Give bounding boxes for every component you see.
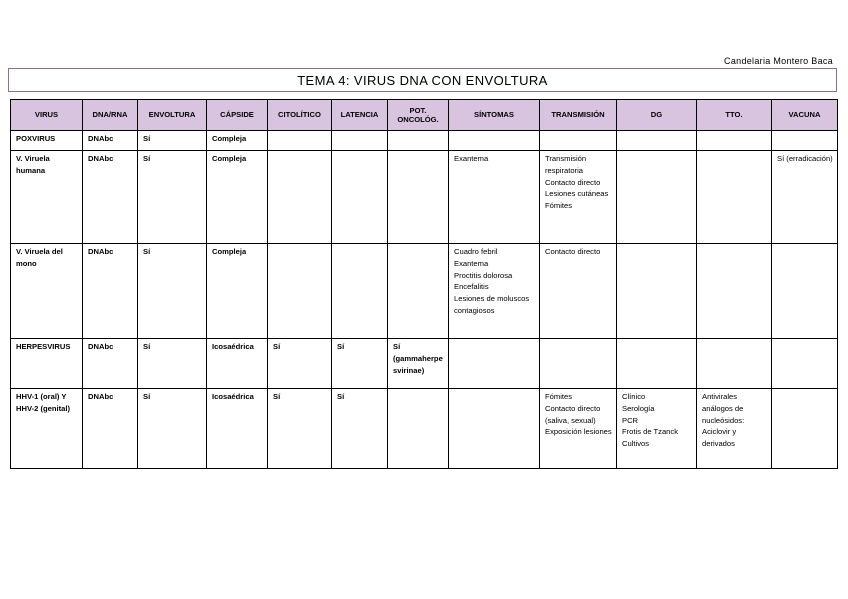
sintoma-item: Lesiones de moluscos contagiosos bbox=[454, 294, 530, 315]
tto-item: Antivirales análogos de nucleósidos: Aciclovir y derivados bbox=[702, 392, 745, 449]
envoltura-cell: Sí bbox=[138, 339, 207, 389]
column-header: DG bbox=[617, 100, 697, 131]
pot-oncologico-cell bbox=[388, 131, 449, 151]
capside-cell: Icosaédrica bbox=[207, 339, 268, 389]
sintomas-cell bbox=[449, 339, 540, 389]
sintomas-cell bbox=[449, 389, 540, 469]
transmision-item: Exposición lesiones bbox=[545, 427, 612, 437]
dg-cell bbox=[617, 151, 697, 244]
dg-item: PCR bbox=[622, 415, 639, 425]
dna-rna-cell: DNAbc bbox=[83, 151, 138, 244]
transmision-cell bbox=[540, 151, 617, 244]
sintomas-cell bbox=[449, 244, 540, 339]
dg-cell bbox=[617, 244, 697, 339]
transmision-cell bbox=[540, 244, 617, 339]
virus-cell: V. Viruela humana bbox=[11, 151, 83, 244]
column-header: POT. ONCOLÓG. bbox=[388, 100, 449, 131]
virus-table bbox=[10, 99, 838, 469]
table-row bbox=[11, 244, 838, 339]
page-title: TEMA 4: VIRUS DNA CON ENVOLTURA bbox=[8, 68, 837, 92]
column-header: VACUNA bbox=[772, 100, 838, 131]
tto-cell bbox=[697, 389, 772, 469]
transmision-item: Lesiones cutáneas bbox=[545, 189, 609, 199]
column-header: CITOLÍTICO bbox=[268, 100, 332, 131]
table-row bbox=[11, 151, 838, 244]
citolitico-cell: Sí bbox=[268, 389, 332, 469]
header-row bbox=[11, 100, 838, 131]
tto-cell bbox=[697, 151, 772, 244]
sintoma-item: Cuadro febril bbox=[454, 247, 498, 256]
vacuna-cell bbox=[772, 131, 838, 151]
virus-cell: HERPESVIRUS bbox=[11, 339, 83, 389]
sintoma-item: Proctitis dolorosa bbox=[454, 270, 513, 280]
latencia-cell bbox=[332, 131, 388, 151]
capside-cell: Compleja bbox=[207, 244, 268, 339]
author-name: Candelaria Montero Baca bbox=[724, 56, 833, 66]
envoltura-cell: Sí bbox=[138, 131, 207, 151]
latencia-cell bbox=[332, 244, 388, 339]
sintomas-cell bbox=[449, 151, 540, 244]
sintoma-item: Exantema bbox=[454, 154, 489, 163]
latencia-cell: Sí bbox=[332, 339, 388, 389]
column-header: SÍNTOMAS bbox=[449, 100, 540, 131]
column-header: DNA/RNA bbox=[83, 100, 138, 131]
vacuna-cell bbox=[772, 244, 838, 339]
latencia-cell bbox=[332, 151, 388, 244]
virus-cell: POXVIRUS bbox=[11, 131, 83, 151]
transmision-cell bbox=[540, 131, 617, 151]
pot-oncologico-cell: Sí (gammaherpesvirinae) bbox=[388, 339, 449, 389]
tto-cell bbox=[697, 339, 772, 389]
column-header: VIRUS bbox=[11, 100, 83, 131]
dg-item: Cultivos bbox=[622, 439, 650, 449]
capside-cell: Icosaédrica bbox=[207, 389, 268, 469]
transmision-item: Transmisión respiratoria bbox=[545, 154, 587, 175]
tto-cell bbox=[697, 244, 772, 339]
transmision-item: Fómites bbox=[545, 392, 573, 401]
transmision-item: Contacto directo bbox=[545, 247, 601, 256]
capside-cell: Compleja bbox=[207, 151, 268, 244]
vacuna-item: Sí (erradicación) bbox=[777, 154, 833, 163]
dg-cell bbox=[617, 339, 697, 389]
column-header: TRANSMISIÓN bbox=[540, 100, 617, 131]
dg-cell bbox=[617, 389, 697, 469]
column-header: TTO. bbox=[697, 100, 772, 131]
dna-rna-cell: DNAbc bbox=[83, 389, 138, 469]
dg-item: Frotis de Tzanck bbox=[622, 427, 678, 437]
column-header: CÁPSIDE bbox=[207, 100, 268, 131]
dna-rna-cell: DNAbc bbox=[83, 339, 138, 389]
pot-oncologico-cell bbox=[388, 244, 449, 339]
sintomas-cell bbox=[449, 131, 540, 151]
table-row bbox=[11, 339, 838, 389]
citolitico-cell: Sí bbox=[268, 339, 332, 389]
vacuna-cell bbox=[772, 339, 838, 389]
transmision-cell bbox=[540, 339, 617, 389]
table-row bbox=[11, 389, 838, 469]
column-header: ENVOLTURA bbox=[138, 100, 207, 131]
citolitico-cell bbox=[268, 131, 332, 151]
dna-rna-cell: DNAbc bbox=[83, 244, 138, 339]
transmision-cell bbox=[540, 389, 617, 469]
dg-item: Serología bbox=[622, 403, 655, 413]
citolitico-cell bbox=[268, 244, 332, 339]
dna-rna-cell: DNAbc bbox=[83, 131, 138, 151]
virus-cell: HHV-1 (oral) Y HHV-2 (genital) bbox=[11, 389, 83, 469]
column-header: LATENCIA bbox=[332, 100, 388, 131]
tto-cell bbox=[697, 131, 772, 151]
dg-item: Clínico bbox=[622, 392, 646, 401]
transmision-item: Contacto directo (saliva, sexual) bbox=[545, 403, 601, 425]
vacuna-cell bbox=[772, 151, 838, 244]
envoltura-cell: Sí bbox=[138, 389, 207, 469]
capside-cell: Compleja bbox=[207, 131, 268, 151]
citolitico-cell bbox=[268, 151, 332, 244]
table-row bbox=[11, 131, 838, 151]
vacuna-cell bbox=[772, 389, 838, 469]
pot-oncologico-cell bbox=[388, 389, 449, 469]
envoltura-cell: Sí bbox=[138, 244, 207, 339]
transmision-item: Fómites bbox=[545, 201, 573, 211]
virus-cell: V. Viruela del mono bbox=[11, 244, 83, 339]
transmision-item: Contacto directo bbox=[545, 177, 601, 187]
pot-oncologico-cell bbox=[388, 151, 449, 244]
envoltura-cell: Sí bbox=[138, 151, 207, 244]
sintoma-item: Encefalitis bbox=[454, 282, 489, 292]
dg-cell bbox=[617, 131, 697, 151]
latencia-cell: Sí bbox=[332, 389, 388, 469]
sintoma-item: Exantema bbox=[454, 258, 489, 268]
